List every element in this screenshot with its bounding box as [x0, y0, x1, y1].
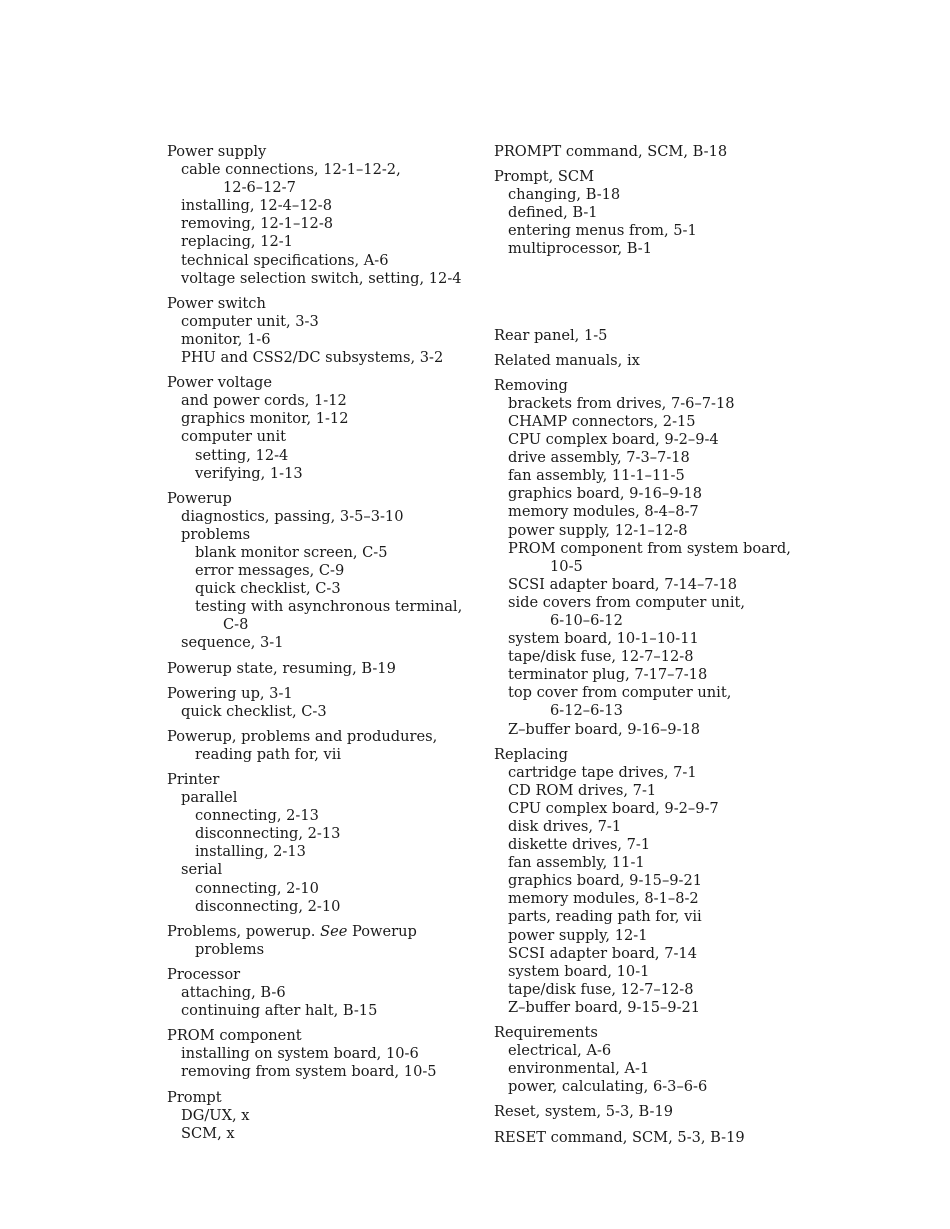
see-target: Powerup [347, 922, 417, 940]
entry-gap [494, 739, 794, 746]
index-subentry: CHAMP connectors, 2-15 [508, 412, 696, 430]
index-subentry: quick checklist, C-3 [195, 580, 341, 598]
index-subentry: quick checklist, C-3 [181, 702, 327, 720]
index-subentry: CD ROM drives, 7-1 [508, 781, 657, 799]
index-subentry: testing with asynchronous terminal, [195, 598, 463, 616]
index-subentry: verifying, 1-13 [195, 464, 303, 482]
index-main-entry: Powerup state, resuming, B-19 [167, 659, 396, 677]
entry-gap [494, 345, 794, 352]
index-main-entry: Power supply [167, 143, 267, 160]
index-subentry: connecting, 2-13 [195, 807, 319, 825]
index-subentry: sequence, 3-1 [181, 634, 284, 652]
index-subentry: system board, 10-1–10-11 [508, 630, 699, 648]
index-subentry: setting, 12-4 [195, 446, 289, 464]
index-subentry: PROM component from system board, [508, 539, 791, 557]
index-subentry: memory modules, 8-4–8-7 [508, 503, 699, 521]
index-subentry: parts, reading path for, vii [508, 908, 702, 926]
index-subentry: problems [195, 940, 265, 958]
index-main-entry: Processor [167, 965, 241, 983]
index-subentry: installing, 12-4–12-8 [181, 197, 333, 215]
index-subentry: diskette drives, 7-1 [508, 836, 651, 854]
entry-gap [494, 1122, 794, 1129]
entry-gap [167, 959, 477, 966]
index-main-entry [167, 923, 477, 941]
index-subentry: attaching, B-6 [181, 984, 286, 1002]
entry-gap [167, 483, 477, 490]
entry-gap [494, 1096, 794, 1103]
index-subentry: serial [181, 861, 223, 879]
index-subentry: C-8 [223, 616, 249, 634]
index-subentry: Z–buffer board, 9-15–9-21 [508, 998, 701, 1016]
index-main-entry: RESET command, SCM, 5-3, B-19 [494, 1128, 745, 1146]
index-subentry: electrical, A-6 [508, 1042, 612, 1060]
index-subentry: environmental, A-1 [508, 1060, 650, 1078]
index-main-entry: Power switch [167, 294, 266, 312]
index-subentry: removing, 12-1–12-8 [181, 215, 334, 233]
index-subentry: and power cords, 1-12 [181, 392, 347, 410]
index-subentry: drive assembly, 7-3–7-18 [508, 449, 690, 467]
index-subentry: changing, B-18 [508, 186, 621, 204]
index-subentry: connecting, 2-10 [195, 879, 319, 897]
index-subentry: 10-5 [550, 557, 583, 575]
entry-gap [167, 764, 477, 771]
index-subentry: tape/disk fuse, 12-7–12-8 [508, 980, 694, 998]
entry-gap [494, 1017, 794, 1024]
index-subentry: blank monitor screen, C-5 [195, 543, 388, 561]
index-subentry: computer unit, 3-3 [181, 312, 319, 330]
index-subentry: error messages, C-9 [195, 562, 345, 580]
entry-gap [494, 370, 794, 377]
index-main-entry: Powerup [167, 489, 232, 507]
index-subentry: multiprocessor, B-1 [508, 240, 652, 258]
index-subentry: power, calculating, 6-3–6-6 [508, 1078, 708, 1096]
index-subentry: CPU complex board, 9-2–9-7 [508, 799, 719, 817]
index-subentry: system board, 10-1 [508, 962, 650, 980]
entry-gap [167, 367, 477, 374]
index-main-entry: PROMPT command, SCM, B-18 [494, 143, 728, 160]
index-subentry: brackets from drives, 7-6–7-18 [508, 394, 735, 412]
index-subentry: DG/UX, x [181, 1106, 250, 1124]
index-subentry: 6-12–6-13 [550, 702, 623, 720]
index-subentry: SCSI adapter board, 7-14–7-18 [508, 575, 738, 593]
index-subentry: continuing after halt, B-15 [181, 1002, 378, 1020]
entry-text: Problems, powerup. [167, 922, 321, 940]
entry-gap [167, 288, 477, 295]
index-subentry: Z–buffer board, 9-16–9-18 [508, 720, 701, 738]
index-subentry: power supply, 12-1 [508, 926, 648, 944]
index-subentry: graphics board, 9-16–9-18 [508, 485, 703, 503]
index-subentry: disconnecting, 2-13 [195, 825, 341, 843]
index-column-left [167, 143, 477, 1143]
index-subentry: monitor, 1-6 [181, 330, 271, 348]
entry-gap [167, 653, 477, 660]
index-subentry: 6-10–6-12 [550, 611, 623, 629]
index-subentry: tape/disk fuse, 12-7–12-8 [508, 648, 694, 666]
index-column-right [494, 143, 794, 1147]
index-subentry: diagnostics, passing, 3-5–3-10 [181, 507, 404, 525]
index-subentry: replacing, 12-1 [181, 233, 293, 251]
index-subentry: PHU and CSS2/DC subsystems, 3-2 [181, 349, 444, 367]
entry-gap [167, 678, 477, 685]
index-subentry: 12-6–12-7 [223, 179, 296, 197]
index-subentry: power supply, 12-1–12-8 [508, 521, 688, 539]
index-main-entry: Requirements [494, 1024, 598, 1042]
index-main-entry: Rear panel, 1-5 [494, 326, 608, 344]
index-main-entry: Printer [167, 771, 220, 788]
index-subentry: SCM, x [181, 1124, 235, 1142]
index-subentry: computer unit [181, 428, 286, 446]
index-subentry: cartridge tape drives, 7-1 [508, 763, 697, 781]
index-subentry: graphics board, 9-15–9-21 [508, 872, 703, 890]
index-subentry: voltage selection switch, setting, 12-4 [181, 269, 462, 287]
index-subentry: technical specifications, A-6 [181, 251, 389, 269]
index-subentry: CPU complex board, 9-2–9-4 [508, 431, 719, 449]
index-subentry: problems [181, 525, 251, 543]
entry-gap [167, 721, 477, 728]
index-main-entry: Reset, system, 5-3, B-19 [494, 1103, 674, 1121]
index-subentry: removing from system board, 10-5 [181, 1063, 437, 1081]
index-main-entry: Prompt, SCM [494, 168, 595, 186]
entry-gap [167, 1082, 477, 1089]
index-subentry: disk drives, 7-1 [508, 818, 622, 835]
index-main-entry: Prompt [167, 1088, 222, 1106]
index-subentry: entering menus from, 5-1 [508, 222, 697, 240]
index-subentry: reading path for, vii [195, 745, 342, 763]
entry-gap [167, 1020, 477, 1027]
index-main-entry: PROM component [167, 1027, 302, 1045]
index-subentry: cable connections, 12-1–12-2, [181, 161, 401, 179]
index-subentry: disconnecting, 2-10 [195, 897, 341, 915]
index-main-entry: Powerup, problems and produdures, [167, 727, 438, 745]
index-subentry: installing, 2-13 [195, 843, 306, 861]
index-main-entry: Removing [494, 376, 568, 394]
index-main-entry: Powering up, 3-1 [167, 684, 293, 702]
index-subentry: defined, B-1 [508, 204, 598, 222]
index-subentry: side covers from computer unit, [508, 593, 745, 611]
index-subentry: terminator plug, 7-17–7-18 [508, 666, 708, 684]
index-main-entry: Power voltage [167, 374, 272, 392]
letter-section-gap [494, 259, 794, 327]
index-subentry: parallel [181, 789, 238, 807]
entry-gap [167, 916, 477, 923]
index-main-entry: Replacing [494, 745, 568, 763]
index-subentry: graphics monitor, 1-12 [181, 410, 349, 428]
index-subentry: SCSI adapter board, 7-14 [508, 944, 697, 962]
index-subentry: fan assembly, 11-1 [508, 854, 645, 872]
index-subentry: installing on system board, 10-6 [181, 1045, 419, 1063]
see-reference: See [320, 922, 348, 940]
index-subentry: top cover from computer unit, [508, 684, 732, 702]
index-subentry: memory modules, 8-1–8-2 [508, 890, 699, 908]
index-main-entry: Related manuals, ix [494, 351, 640, 369]
entry-gap [494, 161, 794, 168]
index-subentry: fan assembly, 11-1–11-5 [508, 467, 685, 485]
